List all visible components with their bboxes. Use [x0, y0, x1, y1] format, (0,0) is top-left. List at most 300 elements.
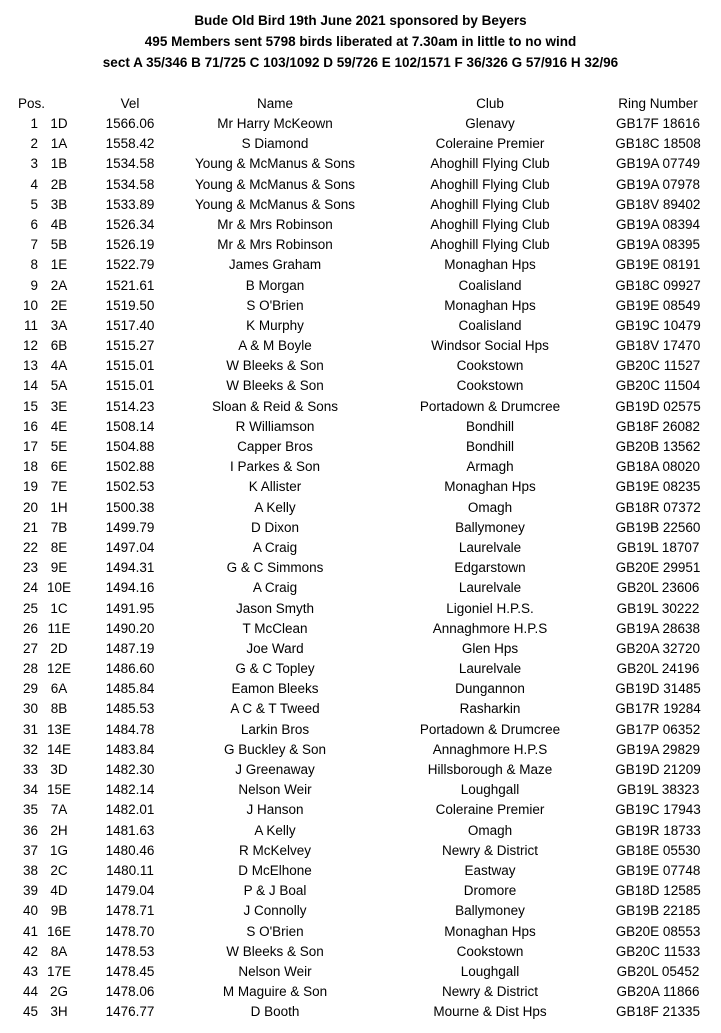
- position-cell: 27: [22, 640, 38, 656]
- velocity-cell: 1514.23: [105, 398, 155, 414]
- position-cell: 38: [22, 862, 38, 878]
- position-cell: 14: [22, 378, 38, 394]
- table-row: [0, 619, 721, 639]
- table-row: [0, 235, 721, 255]
- position-cell: 19: [22, 479, 38, 495]
- table-row: [0, 659, 721, 679]
- velocity-cell: 1515.01: [105, 358, 155, 374]
- ring-number-cell: GB19E 08549: [615, 297, 701, 313]
- ring-number-cell: GB19D 31485: [615, 681, 701, 697]
- section-cell: 9E: [50, 560, 68, 576]
- section-cell: 2A: [50, 277, 68, 293]
- name-cell: A & M Boyle: [238, 338, 312, 354]
- ring-number-cell: GB19C 17943: [615, 802, 701, 818]
- section-cell: 4D: [50, 883, 68, 899]
- section-cell: 5B: [50, 237, 68, 253]
- table-row: [0, 477, 721, 497]
- position-cell: 8: [30, 257, 38, 273]
- section-cell: 2D: [50, 640, 68, 656]
- ring-number-cell: GB19A 07749: [615, 156, 701, 172]
- position-cell: 17: [22, 439, 38, 454]
- position-cell: 32: [22, 741, 38, 757]
- name-cell: A Kelly: [254, 499, 296, 515]
- velocity-cell: 1497.04: [105, 539, 155, 555]
- ring-number-cell: GB19D 02575: [615, 398, 701, 414]
- table-row: [0, 861, 721, 881]
- section-cell: 3E: [50, 398, 68, 414]
- position-cell: 2: [30, 136, 38, 152]
- club-cell: Laurelvale: [458, 661, 522, 677]
- ring-number-cell: GB18D 12585: [615, 883, 701, 899]
- position-cell: 24: [22, 580, 38, 596]
- name-cell: Sloan & Reid & Sons: [211, 398, 339, 414]
- ring-number-cell: GB20E 08553: [615, 923, 701, 939]
- club-cell: Laurelvale: [458, 580, 522, 596]
- position-cell: 4: [30, 176, 38, 192]
- section-cell: 11E: [47, 620, 71, 636]
- table-row: [0, 922, 721, 942]
- section-cell: 14E: [46, 741, 72, 757]
- position-cell: 3: [30, 156, 38, 172]
- ring-number-cell: GB19L 38323: [616, 782, 700, 798]
- club-cell: Ahoghill Flying Club: [430, 156, 550, 172]
- section-cell: 5E: [50, 439, 68, 454]
- position-cell: 37: [22, 842, 38, 858]
- table-row: [0, 457, 721, 477]
- section-cell: 4B: [50, 216, 68, 232]
- velocity-cell: 1478.71: [105, 903, 155, 919]
- name-cell: A Craig: [252, 580, 298, 596]
- ring-number-cell: GB18A 08020: [615, 459, 701, 475]
- section-cell: 16E: [46, 923, 72, 939]
- name-cell: A C & T Tweed: [230, 701, 320, 717]
- name-cell: K Murphy: [246, 317, 304, 333]
- club-cell: Portadown & Drumcree: [419, 721, 561, 737]
- club-cell: Monaghan Hps: [444, 257, 536, 273]
- velocity-cell: 1478.06: [105, 984, 155, 1000]
- name-cell: D Booth: [250, 1004, 300, 1020]
- name-cell: J Greenaway: [235, 762, 315, 777]
- ring-number-cell: GB18V 89402: [615, 196, 701, 212]
- ring-number-cell: GB20C 11527: [615, 358, 701, 374]
- table-row: [0, 821, 721, 841]
- table-row: [0, 255, 721, 275]
- name-cell: Mr & Mrs Robinson: [217, 237, 333, 253]
- section-cell: 2H: [50, 822, 68, 838]
- name-cell: I Parkes & Son: [229, 459, 321, 475]
- club-cell: Bondhill: [465, 439, 515, 454]
- ring-number-cell: GB19A 28638: [615, 620, 701, 636]
- section-cell: 1E: [50, 257, 68, 273]
- name-cell: G & C Simmons: [226, 560, 324, 576]
- table-row: [0, 276, 721, 296]
- ring-number-cell: GB18F 26082: [615, 418, 701, 434]
- ring-number-cell: GB20E 29951: [615, 560, 701, 576]
- section-cell: 7A: [50, 802, 68, 818]
- position-cell: 42: [22, 943, 38, 959]
- velocity-cell: 1480.46: [105, 842, 155, 858]
- club-cell: Glen Hps: [461, 640, 519, 656]
- club-cell: Coalisland: [458, 277, 522, 293]
- position-cell: 13: [22, 358, 38, 374]
- velocity-cell: 1478.53: [105, 943, 155, 959]
- section-cell: 6E: [50, 459, 68, 475]
- section-cell: 1A: [50, 136, 68, 152]
- position-cell: 7: [30, 237, 38, 253]
- table-row: [0, 114, 721, 134]
- position-cell: 33: [22, 762, 38, 777]
- table-row: [0, 316, 721, 336]
- section-cell: 9B: [50, 903, 68, 919]
- table-row: [0, 296, 721, 316]
- velocity-cell: 1515.01: [105, 378, 155, 394]
- velocity-cell: 1494.16: [105, 580, 155, 596]
- ring-number-cell: GB19L 30222: [616, 600, 700, 616]
- club-cell: Ballymoney: [455, 519, 525, 535]
- position-cell: 28: [22, 661, 38, 677]
- position-cell: 15: [22, 398, 38, 414]
- name-cell: R Williamson: [235, 418, 315, 434]
- table-row: [0, 982, 721, 1002]
- section-cell: 15E: [46, 782, 72, 798]
- section-cell: 7B: [50, 519, 68, 535]
- velocity-cell: 1491.95: [105, 600, 155, 616]
- name-cell: S Diamond: [241, 136, 309, 152]
- name-cell: Mr Harry McKeown: [217, 116, 333, 131]
- table-row: [0, 800, 721, 820]
- club-cell: Cookstown: [456, 378, 524, 394]
- club-cell: Newry & District: [441, 842, 538, 858]
- velocity-cell: 1490.20: [105, 620, 155, 636]
- club-cell: Windsor Social Hps: [431, 338, 549, 354]
- column-headers: [0, 94, 721, 114]
- velocity-cell: 1485.84: [105, 681, 155, 697]
- table-row: [0, 558, 721, 578]
- ring-number-cell: GB20C 11504: [615, 378, 701, 394]
- name-cell: A Craig: [252, 539, 298, 555]
- velocity-cell: 1485.53: [105, 701, 155, 717]
- position-cell: 41: [22, 923, 38, 939]
- velocity-cell: 1526.34: [105, 216, 155, 232]
- table-row: [0, 699, 721, 719]
- position-cell: 29: [22, 681, 38, 697]
- club-cell: Coalisland: [458, 317, 522, 333]
- position-cell: 45: [22, 1004, 38, 1020]
- section-cell: 3B: [50, 196, 68, 212]
- velocity-cell: 1508.14: [105, 418, 155, 434]
- ring-number-cell: GB18F 21335: [615, 1004, 701, 1020]
- name-cell: Nelson Weir: [238, 782, 312, 798]
- name-cell: Capper Bros: [237, 439, 313, 454]
- ring-number-cell: GB18C 09927: [615, 277, 701, 293]
- position-cell: 31: [22, 721, 38, 737]
- section-cell: 7E: [50, 479, 68, 495]
- section-cell: 1C: [50, 600, 68, 616]
- name-cell: J Connolly: [243, 903, 307, 919]
- ring-number-cell: GB19E 08191: [615, 257, 701, 273]
- velocity-cell: 1499.79: [105, 519, 155, 535]
- name-cell: Young & McManus & Sons: [194, 196, 356, 212]
- ring-number-cell: GB20C 11533: [615, 943, 701, 959]
- position-cell: 30: [22, 701, 38, 717]
- position-cell: 20: [22, 499, 38, 515]
- ring-number-cell: GB19B 22560: [615, 519, 701, 535]
- club-cell: Ballymoney: [455, 903, 525, 919]
- race-title: Bude Old Bird 19th June 2021 sponsored by Beyers: [194, 13, 527, 28]
- table-row: [0, 376, 721, 396]
- position-cell: 16: [22, 418, 38, 434]
- name-cell: B Morgan: [245, 277, 305, 293]
- table-row: [0, 134, 721, 154]
- position-cell: 5: [30, 196, 38, 212]
- position-cell: 12: [22, 338, 38, 354]
- club-cell: Rasharkin: [459, 701, 521, 717]
- table-row: [0, 498, 721, 518]
- position-cell: 10: [22, 297, 38, 313]
- name-cell: J Hanson: [246, 802, 304, 818]
- table-row: [0, 336, 721, 356]
- ring-number-cell: GB18V 17470: [615, 338, 701, 354]
- club-cell: Mourne & Dist Hps: [433, 1004, 547, 1020]
- club-cell: Cookstown: [456, 943, 524, 959]
- club-cell: Laurelvale: [458, 539, 522, 555]
- ring-number-cell: GB19A 08395: [615, 237, 701, 253]
- club-cell: Cookstown: [456, 358, 524, 374]
- velocity-cell: 1517.40: [105, 317, 155, 333]
- name-cell: D Dixon: [250, 519, 299, 535]
- table-row: [0, 518, 721, 538]
- club-cell: Coleraine Premier: [435, 802, 545, 818]
- velocity-cell: 1502.53: [105, 479, 155, 495]
- club-cell: Edgarstown: [454, 560, 526, 576]
- ring-number-cell: GB20L 23606: [616, 580, 700, 596]
- table-row: [0, 356, 721, 376]
- table-row: [0, 1002, 721, 1022]
- velocity-cell: 1480.11: [106, 862, 154, 878]
- table-row: [0, 639, 721, 659]
- ring-number-cell: GB19B 22185: [615, 903, 701, 919]
- velocity-cell: 1476.77: [105, 1004, 155, 1020]
- section-cell: 6B: [50, 338, 68, 354]
- position-cell: 25: [22, 600, 38, 616]
- club-cell: Monaghan Hps: [444, 479, 536, 495]
- name-cell: R McKelvey: [238, 842, 311, 858]
- section-cell: 3A: [50, 317, 68, 333]
- ring-number-cell: GB20A 11866: [616, 984, 700, 1000]
- position-cell: 36: [22, 822, 38, 838]
- velocity-cell: 1487.19: [105, 640, 155, 656]
- section-cell: 17E: [46, 963, 72, 979]
- results-header: [0, 10, 721, 73]
- name-cell: D McElhone: [238, 862, 312, 878]
- position-cell: 18: [22, 459, 38, 475]
- velocity-cell: 1515.27: [105, 338, 155, 354]
- ring-number-cell: GB20B 13562: [615, 439, 701, 454]
- club-cell: Omagh: [467, 822, 513, 838]
- name-cell: James Graham: [228, 257, 322, 273]
- club-cell: Ahoghill Flying Club: [430, 196, 550, 212]
- ring-number-cell: GB19C 10479: [615, 317, 701, 333]
- club-cell: Armagh: [466, 459, 514, 475]
- velocity-cell: 1494.31: [105, 560, 155, 576]
- club-cell: Portadown & Drumcree: [419, 398, 561, 414]
- name-cell: G & C Topley: [235, 661, 315, 677]
- velocity-cell: 1483.84: [105, 741, 155, 757]
- club-cell: Annaghmore H.P.S: [432, 741, 548, 757]
- table-row: [0, 578, 721, 598]
- position-cell: 40: [22, 903, 38, 919]
- column-header-pos: Pos.: [18, 96, 46, 111]
- race-summary: 495 Members sent 5798 birds liberated at 7.30am in little to no wind: [144, 34, 577, 49]
- section-cell: 3H: [50, 1004, 68, 1020]
- velocity-cell: 1478.45: [105, 963, 155, 979]
- name-cell: A Kelly: [254, 822, 296, 838]
- section-cell: 1B: [50, 156, 68, 172]
- name-cell: Jason Smyth: [235, 600, 315, 616]
- section-cell: 2E: [50, 297, 68, 313]
- club-cell: Eastway: [464, 862, 516, 878]
- velocity-cell: 1521.61: [105, 277, 155, 293]
- section-cell: 1G: [49, 842, 68, 858]
- table-row: [0, 175, 721, 195]
- table-row: [0, 720, 721, 740]
- name-cell: Young & McManus & Sons: [194, 156, 356, 172]
- name-cell: W Bleeks & Son: [226, 358, 324, 374]
- section-cell: 2G: [49, 984, 68, 1000]
- club-cell: Loughgall: [460, 782, 520, 798]
- section-cell: 2C: [50, 862, 68, 878]
- club-cell: Ahoghill Flying Club: [430, 176, 550, 192]
- section-cell: 5A: [50, 378, 68, 394]
- position-cell: 9: [30, 277, 38, 293]
- section-cell: 3D: [50, 762, 68, 777]
- club-cell: Ahoghill Flying Club: [430, 216, 550, 232]
- club-cell: Monaghan Hps: [444, 923, 536, 939]
- velocity-cell: 1479.04: [105, 883, 155, 899]
- results-table: [0, 114, 721, 1022]
- position-cell: 35: [22, 802, 38, 818]
- ring-number-cell: GB19A 29829: [615, 741, 701, 757]
- name-cell: T McClean: [242, 620, 308, 636]
- position-cell: 34: [22, 782, 38, 798]
- table-row: [0, 599, 721, 619]
- table-row: [0, 780, 721, 800]
- velocity-cell: 1522.79: [105, 257, 155, 273]
- position-cell: 43: [22, 963, 38, 979]
- name-cell: G Buckley & Son: [223, 741, 327, 757]
- name-cell: Nelson Weir: [238, 963, 312, 979]
- column-header-ring: Ring Number: [618, 96, 698, 111]
- column-header-club: Club: [476, 96, 504, 111]
- club-cell: Loughgall: [460, 963, 520, 979]
- velocity-cell: 1534.58: [105, 156, 155, 172]
- velocity-cell: 1558.42: [105, 136, 155, 152]
- position-cell: 44: [22, 984, 38, 1000]
- table-row: [0, 397, 721, 417]
- velocity-cell: 1502.88: [105, 459, 155, 475]
- table-row: [0, 437, 721, 457]
- club-cell: Ligoniel H.P.S.: [446, 600, 534, 616]
- name-cell: Larkin Bros: [240, 721, 310, 737]
- velocity-cell: 1519.50: [105, 297, 155, 313]
- section-cell: 8E: [50, 539, 68, 555]
- velocity-cell: 1484.78: [105, 721, 155, 737]
- velocity-cell: 1482.30: [105, 762, 155, 777]
- column-header-vel: Vel: [120, 96, 140, 111]
- table-row: [0, 881, 721, 901]
- position-cell: 23: [22, 560, 38, 576]
- velocity-cell: 1533.89: [105, 196, 155, 212]
- column-header-name: Name: [256, 96, 293, 111]
- velocity-cell: 1486.60: [105, 661, 155, 677]
- section-cell: 4A: [50, 358, 68, 374]
- table-row: [0, 841, 721, 861]
- ring-number-cell: GB19E 08235: [615, 479, 701, 495]
- name-cell: W Bleeks & Son: [226, 943, 324, 959]
- section-cell: 10E: [46, 580, 72, 596]
- velocity-cell: 1478.70: [105, 923, 155, 939]
- table-row: [0, 538, 721, 558]
- velocity-cell: 1566.06: [105, 116, 155, 131]
- position-cell: 11: [23, 317, 38, 333]
- name-cell: Mr & Mrs Robinson: [217, 216, 333, 232]
- club-cell: Newry & District: [441, 984, 538, 1000]
- table-row: [0, 195, 721, 215]
- ring-number-cell: GB19R 18733: [615, 822, 701, 838]
- club-cell: Omagh: [467, 499, 513, 515]
- position-cell: 22: [22, 539, 38, 555]
- club-cell: Annaghmore H.P.S: [432, 620, 548, 636]
- club-cell: Monaghan Hps: [444, 297, 536, 313]
- velocity-cell: 1526.19: [105, 237, 155, 253]
- club-cell: Glenavy: [465, 116, 515, 131]
- velocity-cell: 1500.38: [105, 499, 155, 515]
- name-cell: P & J Boal: [243, 883, 307, 899]
- section-cell: 6A: [50, 681, 68, 697]
- ring-number-cell: GB20L 24196: [616, 661, 700, 677]
- velocity-cell: 1504.88: [105, 439, 155, 454]
- name-cell: W Bleeks & Son: [226, 378, 324, 394]
- club-cell: Coleraine Premier: [435, 136, 545, 152]
- ring-number-cell: GB18C 18508: [615, 136, 701, 152]
- table-row: [0, 962, 721, 982]
- table-row: [0, 417, 721, 437]
- club-cell: Dromore: [463, 883, 517, 899]
- club-cell: Ahoghill Flying Club: [430, 237, 550, 253]
- ring-number-cell: GB17F 18616: [615, 116, 701, 131]
- name-cell: Young & McManus & Sons: [194, 176, 356, 192]
- position-cell: 39: [22, 883, 38, 899]
- position-cell: 1: [30, 116, 38, 131]
- table-row: [0, 154, 721, 174]
- position-cell: 21: [22, 519, 38, 535]
- name-cell: K Allister: [248, 479, 302, 495]
- name-cell: Joe Ward: [246, 640, 304, 656]
- name-cell: M Maguire & Son: [222, 984, 328, 1000]
- section-cell: 4E: [50, 418, 68, 434]
- section-cell: 1D: [50, 116, 68, 131]
- ring-number-cell: GB19E 07748: [615, 862, 701, 878]
- position-cell: 6: [30, 216, 38, 232]
- section-cell: 1H: [50, 499, 68, 515]
- velocity-cell: 1481.63: [105, 822, 155, 838]
- name-cell: S O'Brien: [246, 923, 304, 939]
- ring-number-cell: GB17P 06352: [615, 721, 701, 737]
- velocity-cell: 1534.58: [105, 176, 155, 192]
- table-row: [0, 679, 721, 699]
- section-breakdown: sect A 35/346 B 71/725 C 103/1092 D 59/726 E 102/1571 F 36/326 G 57/916 H 32/96: [102, 55, 619, 70]
- section-cell: 12E: [46, 661, 72, 677]
